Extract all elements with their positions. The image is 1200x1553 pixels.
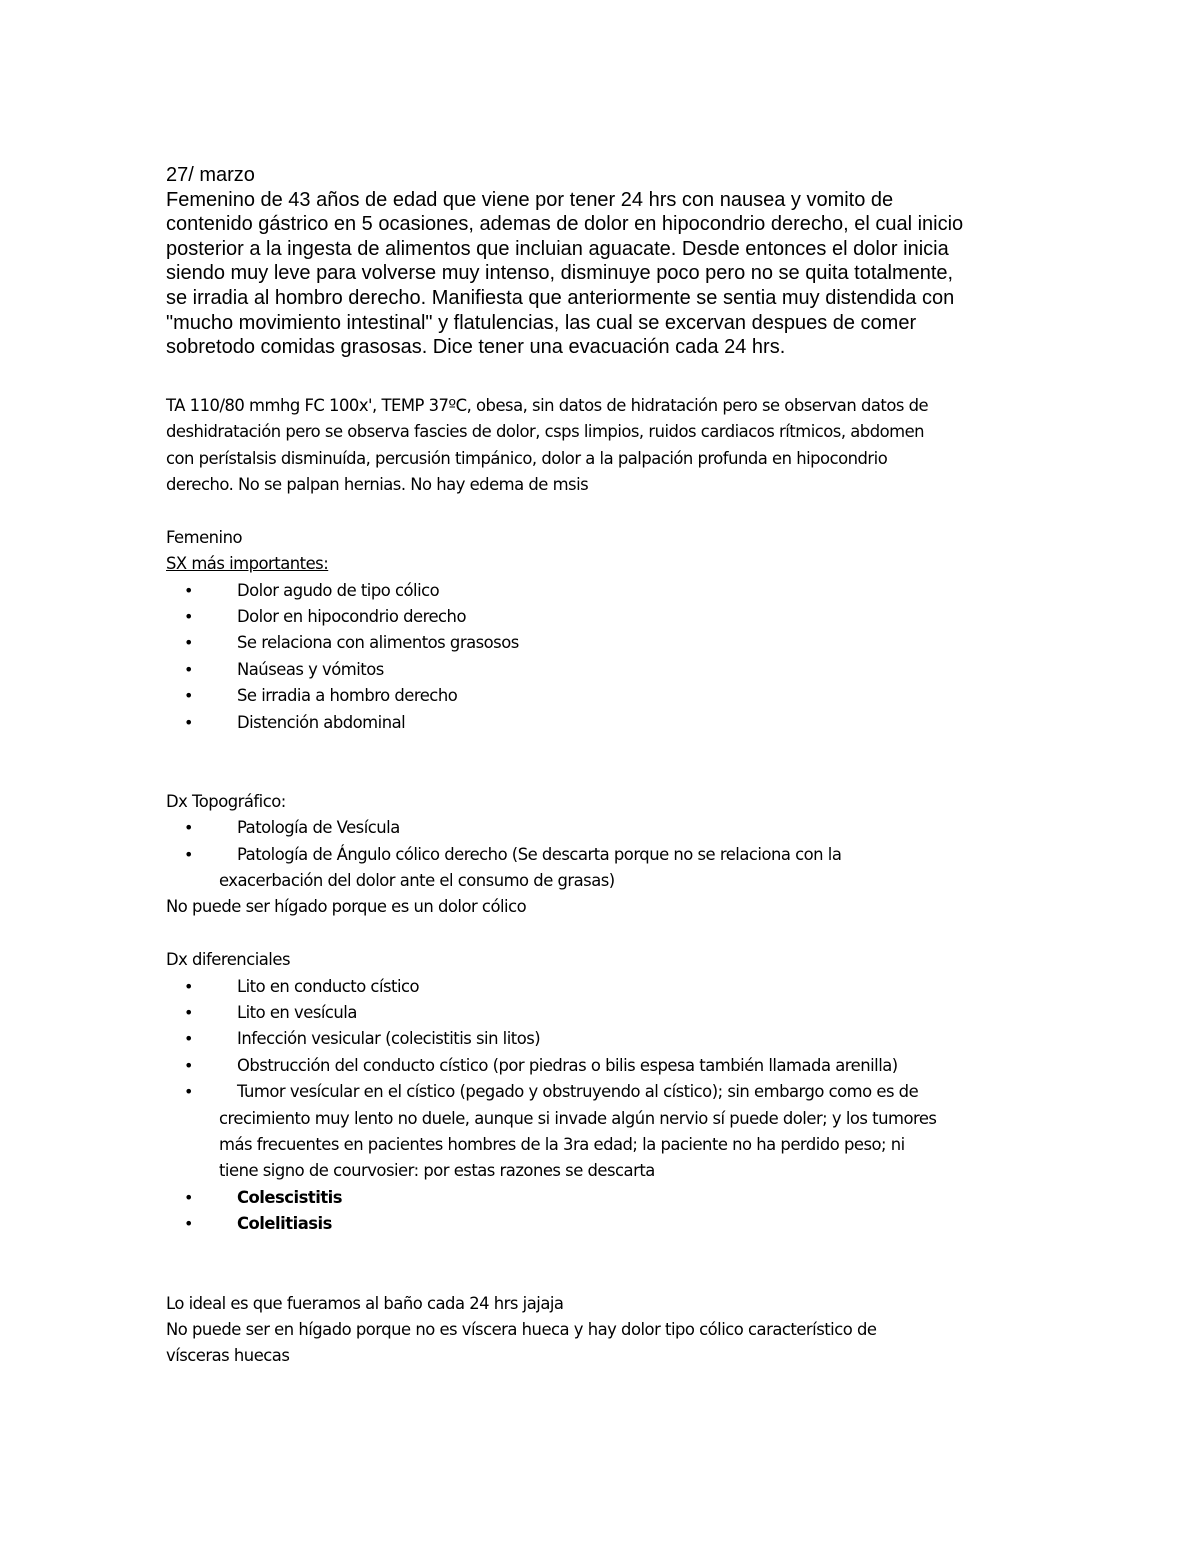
- sx-list: [166, 578, 1046, 736]
- bullet-icon: •: [184, 1082, 193, 1102]
- date-line: 27/ marzo: [166, 164, 255, 186]
- list-item: • Patología de Vesícula: [166, 815, 1046, 841]
- list-item: • Patología de Ángulo cólico derecho (Se descarta porque no se relaciona con la exacerbación del dolor ante el consumo de grasas): [166, 842, 1046, 895]
- spacer: [166, 498, 1046, 524]
- bullet-icon: •: [184, 606, 193, 626]
- intro-line: "mucho movimiento intestinal" y flatulencias, las cual se excervan despues de comer: [166, 311, 917, 334]
- intro-line: contenido gástrico en 5 ocasiones, ademas de dolor en hipocondrio derecho, el cual inicio: [166, 213, 964, 236]
- vitals-line: TA 110/80 mmhg FC 100x', TEMP 37ºC, obesa, sin datos de hidratación pero se observan datos de: [166, 395, 929, 415]
- intro-line: sobretodo comidas grasosas. Dice tener una evacuación cada 24 hrs.: [166, 336, 786, 359]
- bullet-icon: •: [184, 712, 193, 732]
- vitals-line: deshidratación pero se observa fascies de dolor, csps limpios, ruidos cardiacos rítmicos, abdomen: [166, 422, 925, 442]
- list-item: • Se irradia a hombro derecho: [166, 683, 1046, 709]
- patient-sex: Femenino: [166, 527, 243, 547]
- sx-heading: SX más importantes:: [166, 554, 329, 574]
- intro-section: [166, 163, 1046, 360]
- bullet-icon: •: [184, 844, 193, 864]
- bullet-icon: •: [184, 818, 193, 838]
- dx-topo-note: No puede ser hígado porque es un dolor cólico: [166, 897, 527, 917]
- bullet-icon: •: [184, 1003, 193, 1023]
- bullet-icon: •: [184, 580, 193, 600]
- intro-line: Femenino de 43 años de edad que viene por tener 24 hrs con nausea y vomito de: [166, 188, 894, 211]
- body-section: [166, 360, 1046, 1370]
- bullet-icon: •: [184, 1055, 193, 1075]
- list-item: • Distención abdominal: [166, 710, 1046, 736]
- closing-line: vísceras huecas: [166, 1346, 290, 1366]
- intro-line: se irradia al hombro derecho. Manifiesta que anteriormente se sentia muy distendida con: [166, 286, 955, 309]
- vitals-line: con perístalsis disminuída, percusión timpánico, dolor a la palpación profunda en hipocondrio: [166, 448, 888, 468]
- document-page: [166, 163, 1046, 1370]
- list-item: • Dolor agudo de tipo cólico: [166, 578, 1046, 604]
- dx-topo-heading: Dx Topográfico:: [166, 791, 286, 811]
- spacer: [166, 736, 1046, 789]
- bullet-icon: •: [184, 633, 193, 653]
- spacer: [166, 1238, 1046, 1291]
- list-item: • Colelitiasis: [166, 1211, 1046, 1237]
- intro-line: siendo muy leve para volverse muy intenso, disminuye poco pero no se quita totalmente,: [166, 262, 954, 285]
- bullet-icon: •: [184, 1214, 193, 1234]
- closing-line: Lo ideal es que fueramos al baño cada 24 hrs jajaja: [166, 1293, 564, 1313]
- list-item: • Tumor vesícular en el cístico (pegado y obstruyendo al cístico); sin embargo como es de crecimiento muy lento no duele, aunque si invade algún nervio sí puede doler; y los tumores más frecuentes en pacientes hombres de la 3ra edad; la paciente no ha perdido peso; ni tiene signo de courvosier: por estas razones se descarta: [166, 1079, 1046, 1185]
- dx-dif-heading: Dx diferenciales: [166, 950, 290, 970]
- list-item: • Infección vesicular (colecistitis sin litos): [166, 1026, 1046, 1052]
- bullet-icon: •: [184, 686, 193, 706]
- bullet-icon: •: [184, 976, 193, 996]
- list-item: • Naúseas y vómitos: [166, 657, 1046, 683]
- list-item: • Lito en vesícula: [166, 1000, 1046, 1026]
- list-item: • Dolor en hipocondrio derecho: [166, 604, 1046, 630]
- spacer: [166, 921, 1046, 947]
- list-item: • Colescistitis: [166, 1185, 1046, 1211]
- intro-line: posterior a la ingesta de alimentos que incluian aguacate. Desde entonces el dolor inicia: [166, 237, 949, 260]
- list-item: • Se relaciona con alimentos grasosos: [166, 630, 1046, 656]
- vitals-paragraph: [166, 393, 1046, 499]
- spacer: [166, 360, 1046, 393]
- bullet-icon: •: [184, 659, 193, 679]
- list-item: • Obstrucción del conducto cístico (por piedras o bilis espesa también llamada arenilla): [166, 1053, 1046, 1079]
- dx-topo-list: [166, 815, 1046, 894]
- closing-line: No puede ser en hígado porque no es víscera hueca y hay dolor tipo cólico característico de: [166, 1319, 877, 1339]
- bullet-icon: •: [184, 1029, 193, 1049]
- vitals-line: derecho. No se palpan hernias. No hay edema de msis: [166, 474, 589, 494]
- list-item: • Lito en conducto cístico: [166, 974, 1046, 1000]
- bullet-icon: •: [184, 1187, 193, 1207]
- dx-dif-list: [166, 974, 1046, 1238]
